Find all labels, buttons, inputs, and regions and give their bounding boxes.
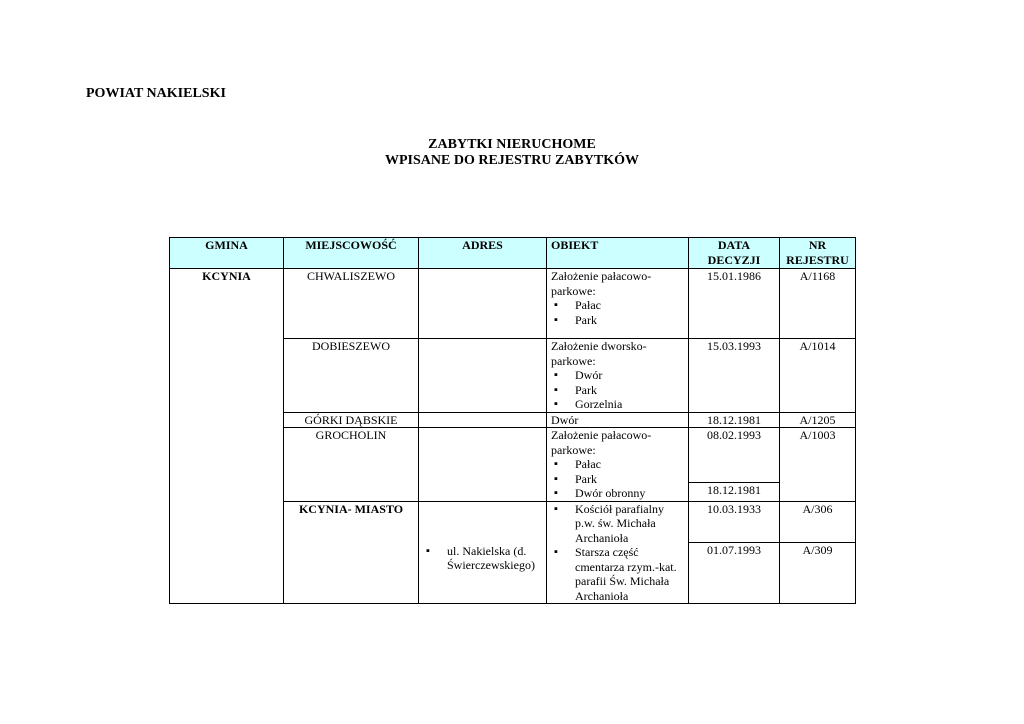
monuments-table: [169, 237, 856, 604]
data-decyzji-value: 08.02.1993: [707, 428, 761, 442]
list-item: ▪ Dwór obronny: [551, 486, 684, 501]
list-item: ▪ Dwór: [551, 368, 684, 383]
header-data-line2: DECYZJI: [707, 253, 761, 267]
list-item: ▪ Park: [551, 313, 684, 328]
header-obiekt: OBIEKT: [547, 238, 689, 269]
miejscowosc-cell: GROCHOLIN: [284, 428, 419, 502]
title-line-2: WPISANE DO REJESTRU ZABYTKÓW: [385, 153, 639, 168]
header-data-line1: DATA: [717, 238, 751, 252]
obiekt-cell: [547, 339, 689, 413]
miejscowosc-cell: CHWALISZEWO: [284, 269, 419, 339]
gmina-cell: KCYNIA: [170, 269, 284, 604]
header-gmina: GMINA: [170, 238, 284, 269]
nr-rejestru-cell: [780, 501, 856, 604]
obiekt-item-2: ▪ Starsza część cmentarza rzym.-kat. parafii Św. Michała Archanioła: [551, 545, 684, 603]
list-item: ▪ Pałac: [551, 298, 684, 313]
obiekt-intro: Założenie pałacowo-parkowe:: [551, 269, 652, 298]
nr-rejestru-cell: A/1014: [780, 339, 856, 413]
list-item: ▪ Pałac: [551, 457, 684, 472]
adres-cell: [419, 339, 547, 413]
miejscowosc-cell: DOBIESZEWO: [284, 339, 419, 413]
miejscowosc-cell: GÓRKI DĄBSKIE: [284, 412, 419, 428]
header-nr-line1: NR: [808, 238, 827, 252]
obiekt-item-1: ▪ Kościół parafialny p.w. św. Michała Archanioła: [551, 502, 684, 546]
document-title: [0, 137, 1024, 169]
adres-cell: [419, 269, 547, 339]
data-decyzji-cell: 15.03.1993: [689, 339, 780, 413]
data-decyzji-value-2: 01.07.1993: [689, 542, 779, 558]
data-decyzji-cell: 15.01.1986: [689, 269, 780, 339]
table-header-row: [170, 238, 856, 269]
region-title: POWIAT NAKIELSKI: [86, 86, 226, 101]
list-item: ▪ Gorzelnia: [551, 397, 684, 412]
nr-rejestru-cell: A/1205: [780, 412, 856, 428]
data-decyzji-cell: [689, 428, 780, 502]
data-decyzji-cell: 18.12.1981: [689, 412, 780, 428]
data-decyzji-cell: [689, 501, 780, 604]
obiekt-cell: [547, 501, 689, 604]
adres-cell: [419, 428, 547, 502]
obiekt-intro: Założenie dworsko-parkowe:: [551, 339, 647, 368]
nr-rejestru-cell: A/1168: [780, 269, 856, 339]
data-decyzji-value: 10.03.1933: [707, 501, 761, 516]
adres-cell: [419, 412, 547, 428]
header-nr-rejestru: [780, 238, 856, 269]
table-row: [170, 269, 856, 339]
title-line-1: ZABYTKI NIERUCHOME: [428, 137, 596, 152]
adres-value: ▪ ul. Nakielska (d. Świerczewskiego): [423, 544, 542, 573]
obiekt-cell: [547, 428, 689, 502]
header-adres: ADRES: [419, 238, 547, 269]
nr-rejestru-value: A/306: [802, 501, 833, 516]
header-data-decyzji: [689, 238, 780, 269]
data-decyzji-value-2: 18.12.1981: [689, 482, 779, 498]
list-item: ▪ Park: [551, 472, 684, 487]
miejscowosc-cell: KCYNIA- MIASTO: [284, 501, 419, 604]
header-miejscowosc: MIEJSCOWOŚĆ: [284, 238, 419, 269]
adres-cell: [419, 501, 547, 604]
nr-rejestru-value-2: A/309: [780, 542, 855, 558]
header-nr-line2: REJESTRU: [786, 253, 849, 267]
obiekt-cell: Dwór: [547, 412, 689, 428]
list-item: ▪ Park: [551, 383, 684, 398]
obiekt-cell: [547, 269, 689, 339]
obiekt-intro: Założenie pałacowo-parkowe:: [551, 428, 652, 457]
nr-rejestru-cell: A/1003: [780, 428, 856, 502]
